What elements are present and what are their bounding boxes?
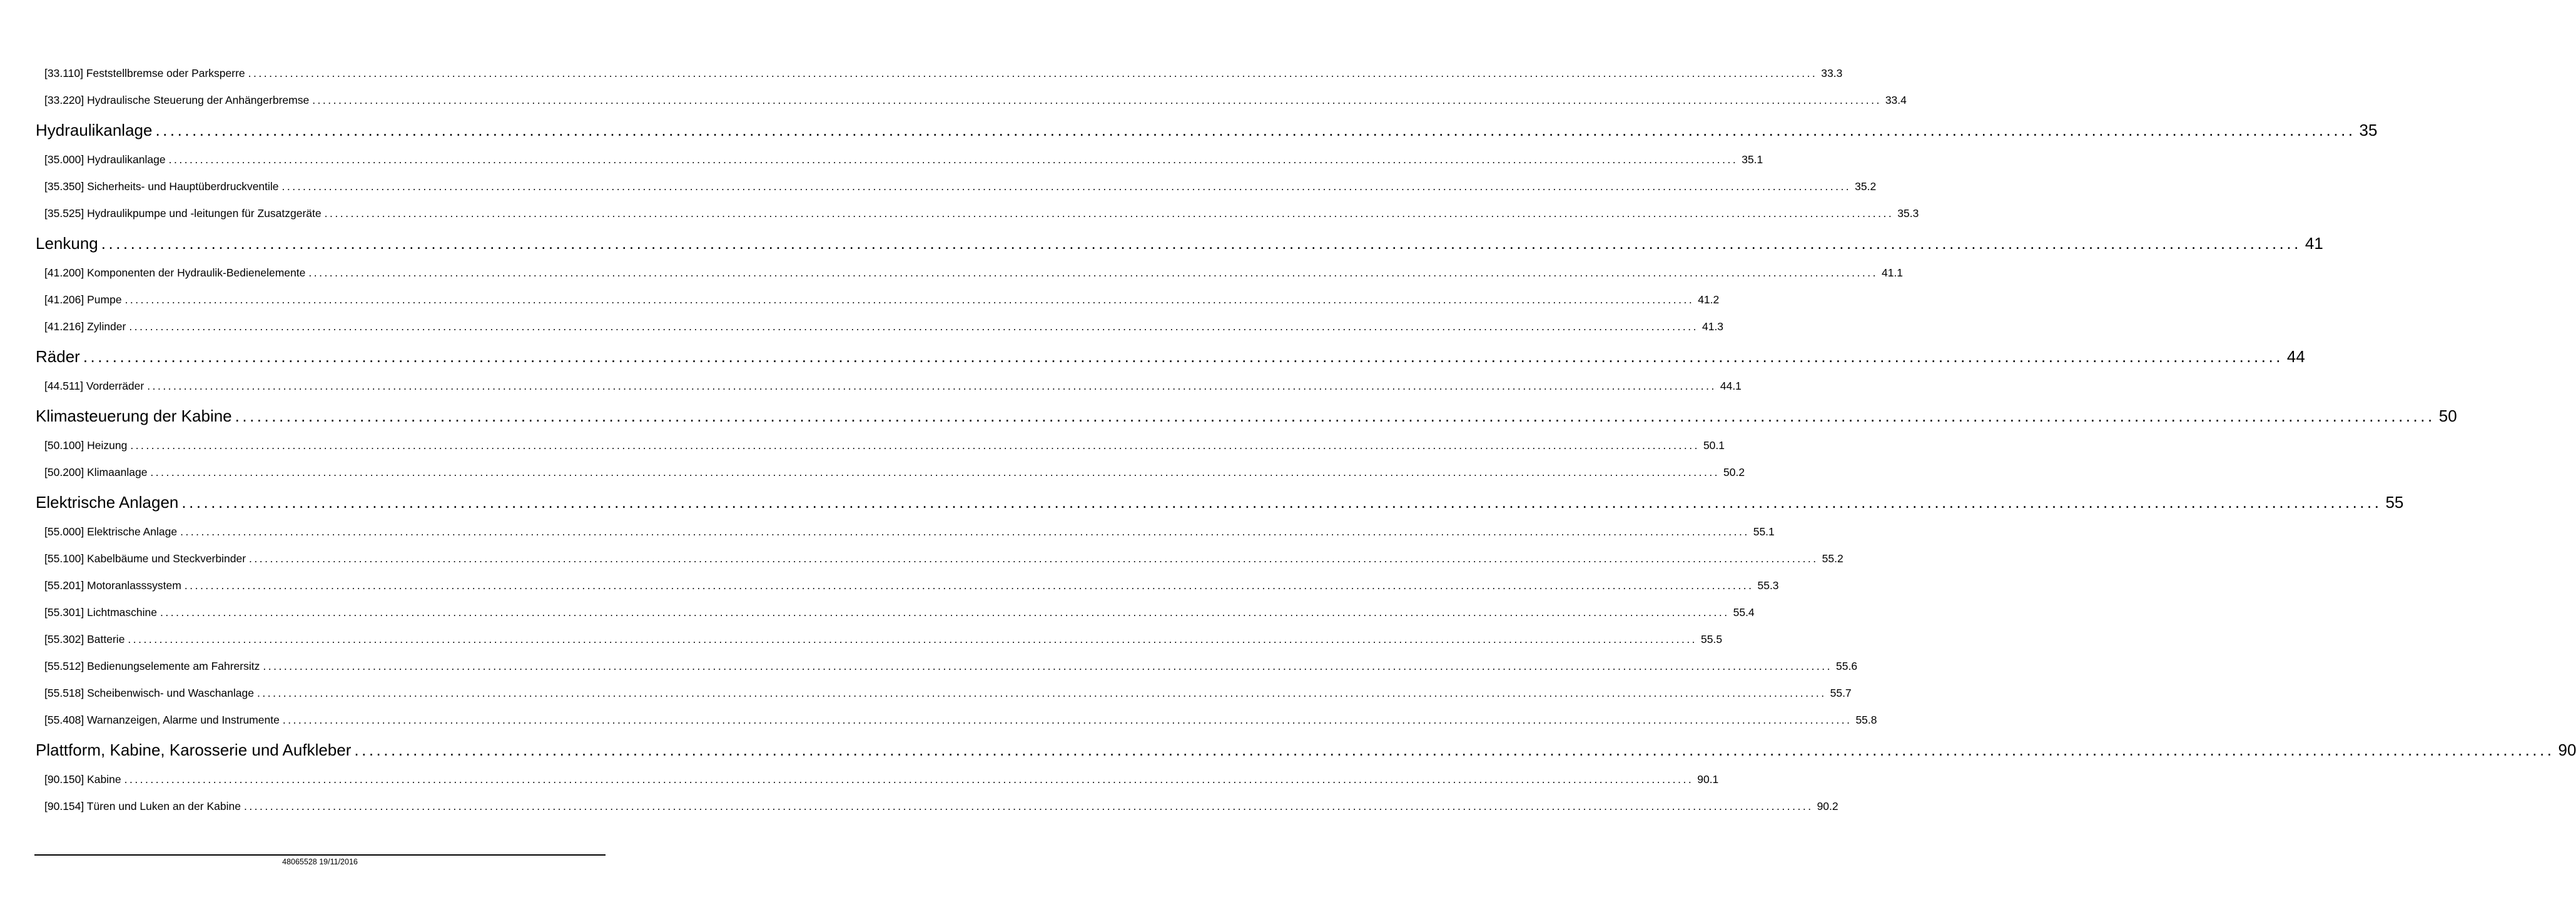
toc-item-label: [33.110] Feststellbremse oder Parksperre	[44, 67, 245, 79]
toc-item-label: Elektrische Anlagen	[36, 493, 179, 512]
toc-dot-leader: ............................................................................................................................................................................................................................................................................................................	[184, 579, 1754, 592]
toc-item-label: [55.408] Warnanzeigen, Alarme und Instrumente	[44, 714, 280, 726]
toc-item-label: [41.216] Zylinder	[44, 320, 126, 333]
toc-item-label: [50.200] Klimaanlage	[44, 466, 148, 478]
toc-entry-row	[36, 432, 1725, 459]
toc-entry-row	[36, 793, 1838, 820]
toc-item-label: Klimasteuerung der Kabine	[36, 407, 232, 425]
toc-dot-leader: ............................................................................................................................................................................................................................................................................................................	[312, 94, 1882, 106]
toc-page-number: 33.4	[1885, 94, 1907, 106]
toc-dot-leader: ............................................................................................................................................................................................................................................................................................................	[324, 207, 1894, 220]
toc-dot-leader: ............................................................................................................................................................................................................................................................................................................	[160, 606, 1730, 619]
toc-item-label: [55.512] Bedienungselemente am Fahrersitz	[44, 660, 260, 672]
toc-page-number: 55.7	[1830, 687, 1852, 699]
toc-entry-row	[36, 572, 1779, 599]
toc-page-number: 35.3	[1897, 207, 1919, 220]
toc-page-number: 55	[2385, 493, 2404, 512]
toc-dot-leader: ............................................................................................................................................................................................................................................................................................................	[248, 67, 1818, 79]
toc-item-label: [50.100] Heizung	[44, 439, 128, 452]
toc-dot-leader: ............................................................................................................................................................................................................................................................................................................	[101, 234, 2301, 253]
toc-page-number: 35	[2359, 121, 2378, 139]
toc-item-label: [55.100] Kabelbäume und Steckverbinder	[44, 552, 246, 565]
toc-item-label: Plattform, Kabine, Karosserie und Aufkleber	[36, 741, 352, 759]
toc-dot-leader: ............................................................................................................................................................................................................................................................................................................	[168, 153, 1738, 166]
toc-dot-leader: ............................................................................................................................................................................................................................................................................................................	[282, 714, 1852, 726]
toc-dot-leader: ............................................................................................................................................................................................................................................................................................................	[129, 320, 1698, 333]
toc-dot-leader: ............................................................................................................................................................................................................................................................................................................	[354, 741, 2555, 759]
toc-page-number: 44	[2286, 347, 2305, 366]
toc-entry-row	[36, 459, 1745, 486]
toc-entry-row	[36, 766, 1719, 793]
toc-item-label: Lenkung	[36, 234, 98, 253]
page-footer	[34, 854, 606, 866]
toc-dot-leader: ............................................................................................................................................................................................................................................................................................................	[281, 180, 1852, 193]
toc-item-label: Räder	[36, 347, 80, 366]
toc-heading-row	[36, 227, 2323, 260]
toc-page-number: 50	[2438, 407, 2457, 425]
toc-heading-row	[36, 486, 2404, 518]
toc-entry-row	[36, 173, 1877, 200]
toc-item-label: [41.200] Komponenten der Hydraulik-Bedienelemente	[44, 266, 306, 279]
toc-item-label: [55.201] Motoranlasssystem	[44, 579, 181, 592]
toc-page-number: 90	[2558, 741, 2576, 759]
toc-item-label: [90.150] Kabine	[44, 773, 121, 786]
toc-item-label: [44.511] Vorderräder	[44, 380, 145, 392]
toc-heading-row	[36, 734, 2576, 766]
toc-dot-leader: ............................................................................................................................................................................................................................................................................................................	[155, 121, 2356, 139]
toc-dot-leader: ............................................................................................................................................................................................................................................................................................................	[83, 347, 2283, 366]
toc-dot-leader: ............................................................................................................................................................................................................................................................................................................	[263, 660, 1832, 672]
toc-page-number: 41.2	[1698, 293, 1720, 306]
toc-entry-row	[36, 87, 1907, 114]
toc-item-label: [55.000] Elektrische Anlage	[44, 525, 178, 538]
toc-entry-row	[36, 680, 1852, 707]
toc-item-label: [90.154] Türen und Luken an der Kabine	[44, 800, 241, 812]
toc-dot-leader: ............................................................................................................................................................................................................................................................................................................	[147, 380, 1716, 392]
toc-page-number: 55.1	[1753, 525, 1775, 538]
toc-entry-row	[36, 313, 1724, 340]
toc-page-number: 35.1	[1742, 153, 1763, 166]
toc-item-label: [35.350] Sicherheits- und Hauptüberdruckventile	[44, 180, 279, 193]
toc-heading-row	[36, 400, 2457, 432]
toc-page-number: 41	[2305, 234, 2323, 253]
toc-dot-leader: ............................................................................................................................................................................................................................................................................................................	[130, 439, 1700, 452]
toc-page-number: 50.1	[1703, 439, 1725, 452]
toc-entry-row	[36, 545, 1843, 572]
toc-page-number: 41.1	[1881, 266, 1904, 279]
toc-entry-row	[36, 599, 1755, 626]
toc-entry-row	[36, 60, 1843, 87]
toc-page-number: 55.5	[1701, 633, 1723, 645]
toc-dot-leader: ............................................................................................................................................................................................................................................................................................................	[128, 633, 1698, 645]
toc-item-label: Hydraulikanlage	[36, 121, 153, 139]
toc-dot-leader: ............................................................................................................................................................................................................................................................................................................	[124, 293, 1695, 306]
toc-dot-leader: ............................................................................................................................................................................................................................................................................................................	[249, 552, 1818, 565]
toc-page-number: 35.2	[1855, 180, 1877, 193]
toc-item-label: [33.220] Hydraulische Steuerung der Anhängerbremse	[44, 94, 310, 106]
toc-heading-row	[36, 114, 2378, 146]
toc-entry-row	[36, 260, 1904, 286]
toc-item-label: [55.301] Lichtmaschine	[44, 606, 157, 619]
toc-dot-leader: ............................................................................................................................................................................................................................................................................................................	[243, 800, 1813, 812]
toc-page-number: 44.1	[1720, 380, 1742, 392]
toc-page-number: 41.3	[1701, 320, 1724, 333]
toc-entry-row	[36, 653, 1858, 680]
toc-dot-leader: ............................................................................................................................................................................................................................................................................................................	[308, 266, 1878, 279]
toc-entry-row	[36, 518, 1775, 545]
toc-entry-row	[36, 286, 1720, 313]
toc-page-number: 90.1	[1697, 773, 1719, 786]
toc-item-label: [35.525] Hydraulikpumpe und -leitungen für Zusatzgeräte	[44, 207, 322, 220]
toc-page-number: 55.2	[1822, 552, 1843, 565]
toc-page-number: 90.2	[1817, 800, 1838, 812]
toc-page-number: 55.3	[1757, 579, 1779, 592]
toc-dot-leader: ............................................................................................................................................................................................................................................................................................................	[235, 407, 2435, 425]
toc-item-label: [55.518] Scheibenwisch- und Waschanlage	[44, 687, 254, 699]
toc-dot-leader: ............................................................................................................................................................................................................................................................................................................	[180, 525, 1750, 538]
toc-page-number: 33.3	[1821, 67, 1843, 79]
footer-doc-code: 48065528 19/11/2016	[282, 857, 358, 866]
toc-page-number: 55.8	[1855, 714, 1877, 726]
toc-entry-row	[36, 707, 1877, 734]
toc-page-number: 55.6	[1836, 660, 1858, 672]
toc-entry-row	[36, 146, 1763, 173]
toc-page-number: 55.4	[1733, 606, 1755, 619]
toc-item-label: [55.302] Batterie	[44, 633, 125, 645]
toc-item-label: [41.206] Pumpe	[44, 293, 122, 306]
toc-dot-leader: ............................................................................................................................................................................................................................................................................................................	[124, 773, 1694, 786]
toc-dot-leader: ............................................................................................................................................................................................................................................................................................................	[150, 466, 1720, 478]
toc-entry-row	[36, 200, 1919, 227]
toc-entry-row	[36, 373, 1742, 400]
toc-dot-leader: ............................................................................................................................................................................................................................................................................................................	[181, 493, 2382, 512]
toc-heading-row	[36, 340, 2305, 373]
toc-page-number: 50.2	[1723, 466, 1745, 478]
toc-entry-row	[36, 626, 1723, 653]
toc-item-label: [35.000] Hydraulikanlage	[44, 153, 166, 166]
toc-dot-leader: ............................................................................................................................................................................................................................................................................................................	[256, 687, 1827, 699]
